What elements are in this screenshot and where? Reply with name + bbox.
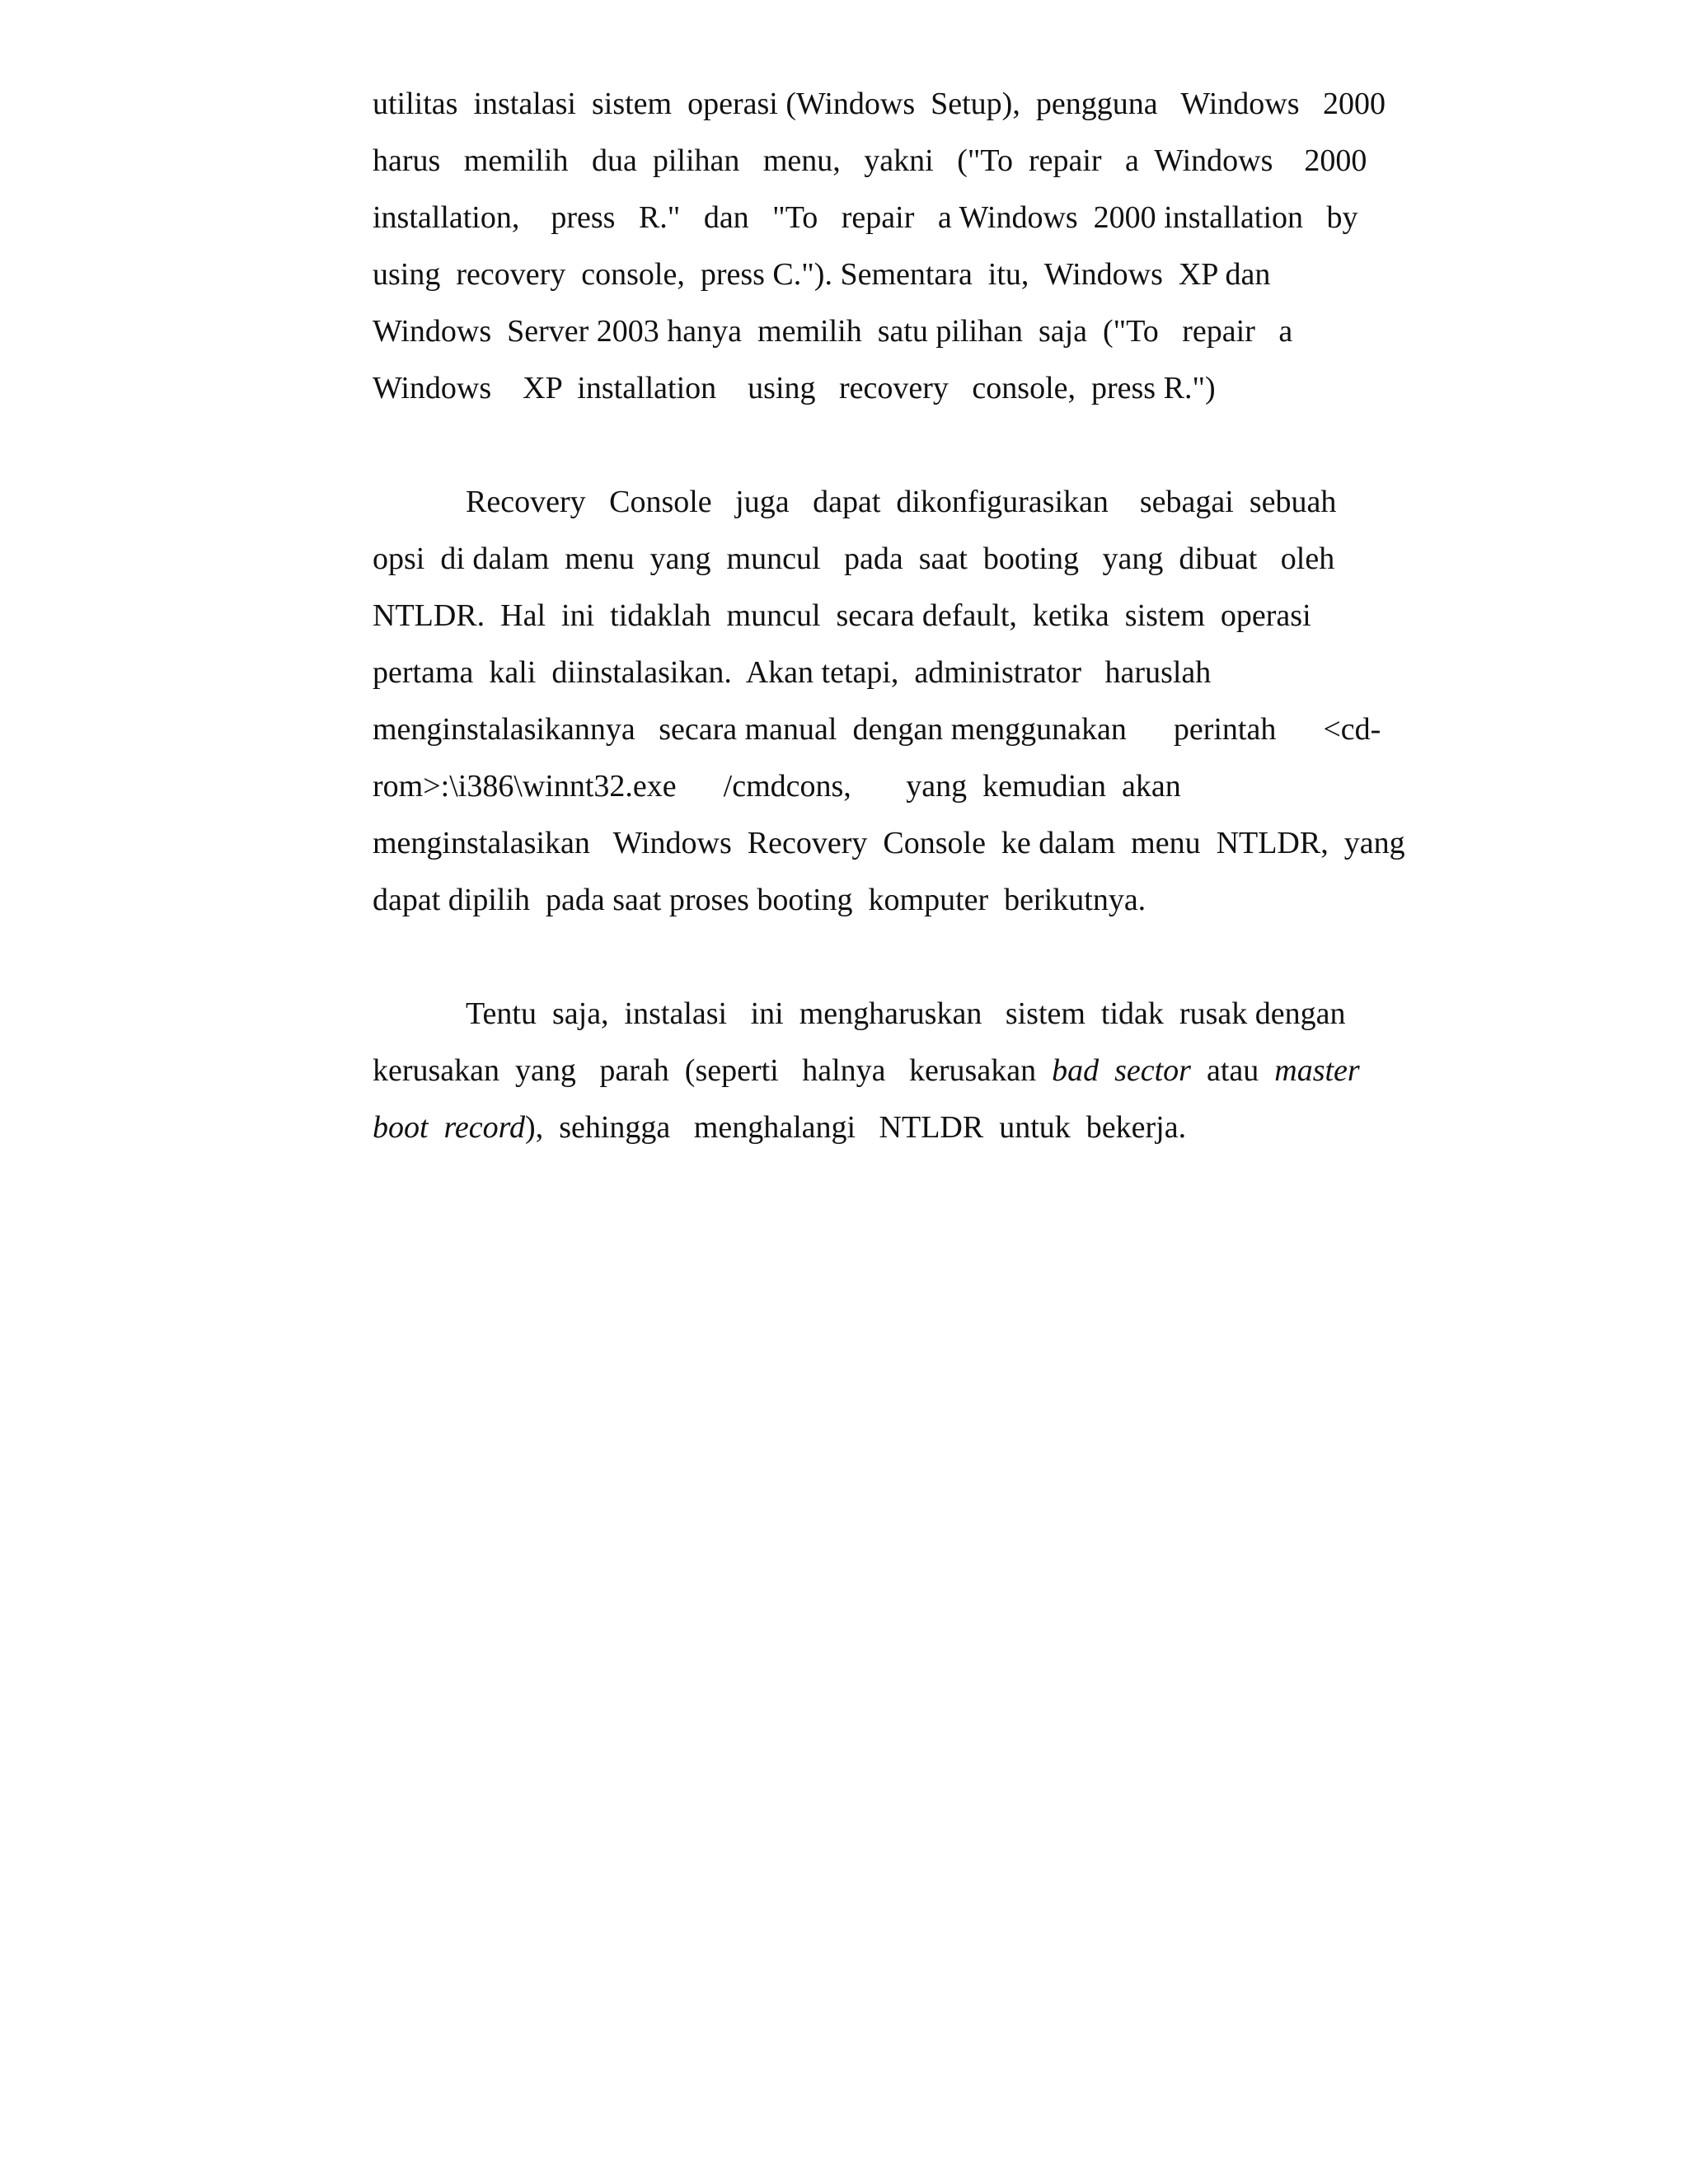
paragraph-1-line-4: using recovery console, press C."). Sementara itu, Windows XP dan (373, 257, 1271, 292)
paragraph-spacer (373, 929, 1403, 986)
paragraph-2-line-1 (373, 474, 1403, 531)
paragraph-2-line-5: menginstalasikannya secara manual dengan menggunakan perintah <cd- (373, 712, 1381, 747)
paragraph-2-line-6: rom>:\i386\winnt32.exe /cmdcons, yang kemudian akan (373, 769, 1181, 804)
paragraph-1-line-6: Windows XP installation using recovery console, press R.") (373, 371, 1216, 405)
paragraph-3-line-2-text-mid: atau (1190, 1053, 1275, 1088)
paragraph-3 (373, 986, 1403, 1156)
paragraph-spacer (373, 417, 1403, 474)
paragraph-2-line-7: menginstalasikan Windows Recovery Console ke dalam menu NTLDR, yang (373, 826, 1405, 860)
paragraph-1-line-2: harus memilih dua pilihan menu, yakni ("To repair a Windows 2000 (373, 143, 1367, 178)
paragraph-2-line-1-text: Recovery Console juga dapat dikonfigurasikan sebagai sebuah (466, 485, 1337, 519)
paragraph-3-line-2 (373, 1043, 1403, 1099)
paragraph-1-line-3: installation, press R." dan "To repair a Windows 2000 installation by (373, 200, 1358, 235)
italic-term-boot-record: boot record (373, 1110, 526, 1145)
document-body (373, 76, 1403, 1156)
paragraph-2-line-8: dapat dipilih pada saat proses booting komputer berikutnya. (373, 883, 1146, 917)
paragraph-2-line-2: opsi di dalam menu yang muncul pada saat booting yang dibuat oleh (373, 541, 1335, 576)
paragraph-1-line-5: Windows Server 2003 hanya memilih satu pilihan saja ("To repair a (373, 314, 1293, 349)
paragraph-3-line-2-text-before: kerusakan yang parah (seperti halnya kerusakan (373, 1053, 1053, 1088)
paragraph-2-line-4: pertama kali diinstalasikan. Akan tetapi, administrator haruslah (373, 655, 1212, 690)
paragraph-3-line-1 (373, 986, 1403, 1043)
paragraph-1-line-1: utilitas instalasi sistem operasi (Windows Setup), pengguna Windows 2000 (373, 87, 1386, 121)
paragraph-2-line-3: NTLDR. Hal ini tidaklah muncul secara default, ketika sistem operasi (373, 598, 1311, 633)
italic-term-master: master (1274, 1053, 1360, 1088)
italic-term-bad-sector: bad sector (1052, 1053, 1191, 1088)
paragraph-3-line-3 (373, 1099, 1403, 1156)
paragraph-3-line-1-text: Tentu saja, instalasi ini mengharuskan sistem tidak rusak dengan (466, 996, 1346, 1031)
paragraph-2 (373, 474, 1403, 929)
paragraph-3-line-3-text-after: ), sehingga menghalangi NTLDR untuk bekerja. (525, 1110, 1187, 1145)
paragraph-1 (373, 76, 1403, 417)
